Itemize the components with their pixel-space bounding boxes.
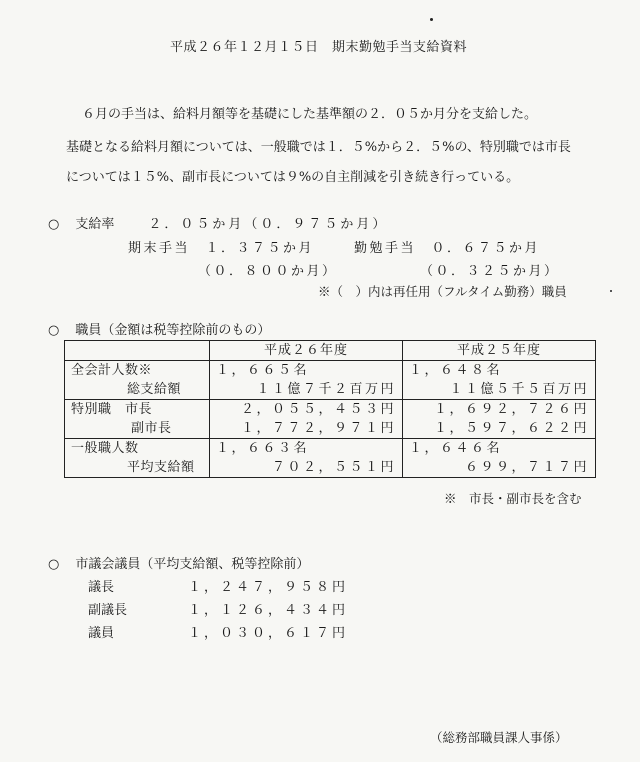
diligence-allowance: 勤勉手当 ０．６７５か月 xyxy=(354,241,541,256)
general-staff-label: 一般職人数 xyxy=(71,441,139,456)
scan-speck xyxy=(610,290,612,292)
section-council-label: 市議会議員（平均支給額、税等控除前） xyxy=(75,557,310,572)
total-count-h25: １，６４８名 xyxy=(409,363,503,378)
vice-mayor-h25: １，５９７，６２２円 xyxy=(433,421,589,436)
list-item xyxy=(88,599,349,618)
table-cell xyxy=(403,361,596,400)
circle-bullet-icon: ○ xyxy=(48,557,60,572)
total-pay-label: 総支給額 xyxy=(127,382,182,397)
table-cell xyxy=(403,439,596,478)
vice-mayor-label: 副市長 xyxy=(131,421,172,436)
table-cell xyxy=(210,439,403,478)
table-row xyxy=(65,361,596,400)
term-end-allowance-rehire: （０．８００か月） xyxy=(198,264,338,279)
table-header-h25: 平成２５年度 xyxy=(403,341,596,361)
section-staff-label: 職員（金額は税等控除前のもの） xyxy=(75,323,271,338)
special-staff-label: 特別職 市長 xyxy=(71,402,153,417)
table-cell xyxy=(210,400,403,439)
document-title: 平成２６年１２月１５日 期末勤勉手当支給資料 xyxy=(170,40,468,55)
staff-table xyxy=(64,340,596,478)
average-pay-h25: ６９９，７１７円 xyxy=(464,460,589,475)
diligence-allowance-rehire: （０．３２５か月） xyxy=(420,264,560,279)
table-header-cell xyxy=(65,341,210,361)
section-payment-rate xyxy=(48,213,388,232)
council-amount: １，１２６，４３４円 xyxy=(188,603,349,618)
department-footer: （総務部職員課人事係） xyxy=(430,730,568,745)
list-item xyxy=(88,622,349,641)
table-cell xyxy=(403,400,596,439)
paragraph-june-allowance: ６月の手当は、給料月額等を基礎にした基準額の２．０５か月分を支給した。 xyxy=(82,107,538,122)
rehire-note: ※（ ）内は再任用（フルタイム勤務）職員 xyxy=(318,284,567,299)
general-count-h26: １，６６３名 xyxy=(216,441,310,456)
table-cell xyxy=(210,361,403,400)
section-staff xyxy=(48,319,270,338)
total-pay-h26: １１億７千２百万円 xyxy=(256,382,396,397)
average-pay-h26: ７０２，５５１円 xyxy=(271,460,396,475)
scan-speck xyxy=(430,18,433,21)
council-amount: １，０３０，６１７円 xyxy=(188,626,349,641)
average-pay-label: 平均支給額 xyxy=(127,460,195,475)
table-row xyxy=(65,400,596,439)
table-header-h26: 平成２６年度 xyxy=(210,341,403,361)
table-row xyxy=(65,439,596,478)
vice-mayor-h26: １，７７２，９７１円 xyxy=(240,421,396,436)
table-cell-label xyxy=(65,400,210,439)
paragraph-salary-reduction-line2: については１５%、副市長については９%の自主削減を引き続き行っている。 xyxy=(66,170,520,185)
list-item xyxy=(88,576,349,595)
term-end-allowance: 期末手当 １．３７５か月 xyxy=(128,241,315,256)
circle-bullet-icon: ○ xyxy=(48,323,60,338)
total-count-h26: １，６６５名 xyxy=(216,363,310,378)
table-cell-label xyxy=(65,439,210,478)
general-count-h25: １，６４６名 xyxy=(409,441,503,456)
council-role: 議員 xyxy=(88,626,115,641)
mayor-h26: ２，０５５，４５３円 xyxy=(240,402,396,417)
section-payment-rate-label: 支給率 xyxy=(75,217,115,232)
table-header-row xyxy=(65,341,596,361)
paragraph-salary-reduction-line1: 基礎となる給料月額については、一般職では１．５%から２．５%の、特別職では市長 xyxy=(66,140,571,155)
council-role: 副議長 xyxy=(88,603,128,618)
circle-bullet-icon: ○ xyxy=(48,217,60,232)
mayor-h25: １，６９２，７２６円 xyxy=(433,402,589,417)
total-count-label: 全会計人数※ xyxy=(71,363,153,378)
council-amount: １，２４７，９５８円 xyxy=(188,580,349,595)
table-cell-label xyxy=(65,361,210,400)
council-role: 議長 xyxy=(88,580,115,595)
section-council xyxy=(48,553,309,572)
table-footnote: ※ 市長・副市長を含む xyxy=(444,491,582,506)
payment-rate-value: ２．０５か月（０．９７５か月） xyxy=(148,217,389,232)
total-pay-h25: １１億５千５百万円 xyxy=(449,382,589,397)
